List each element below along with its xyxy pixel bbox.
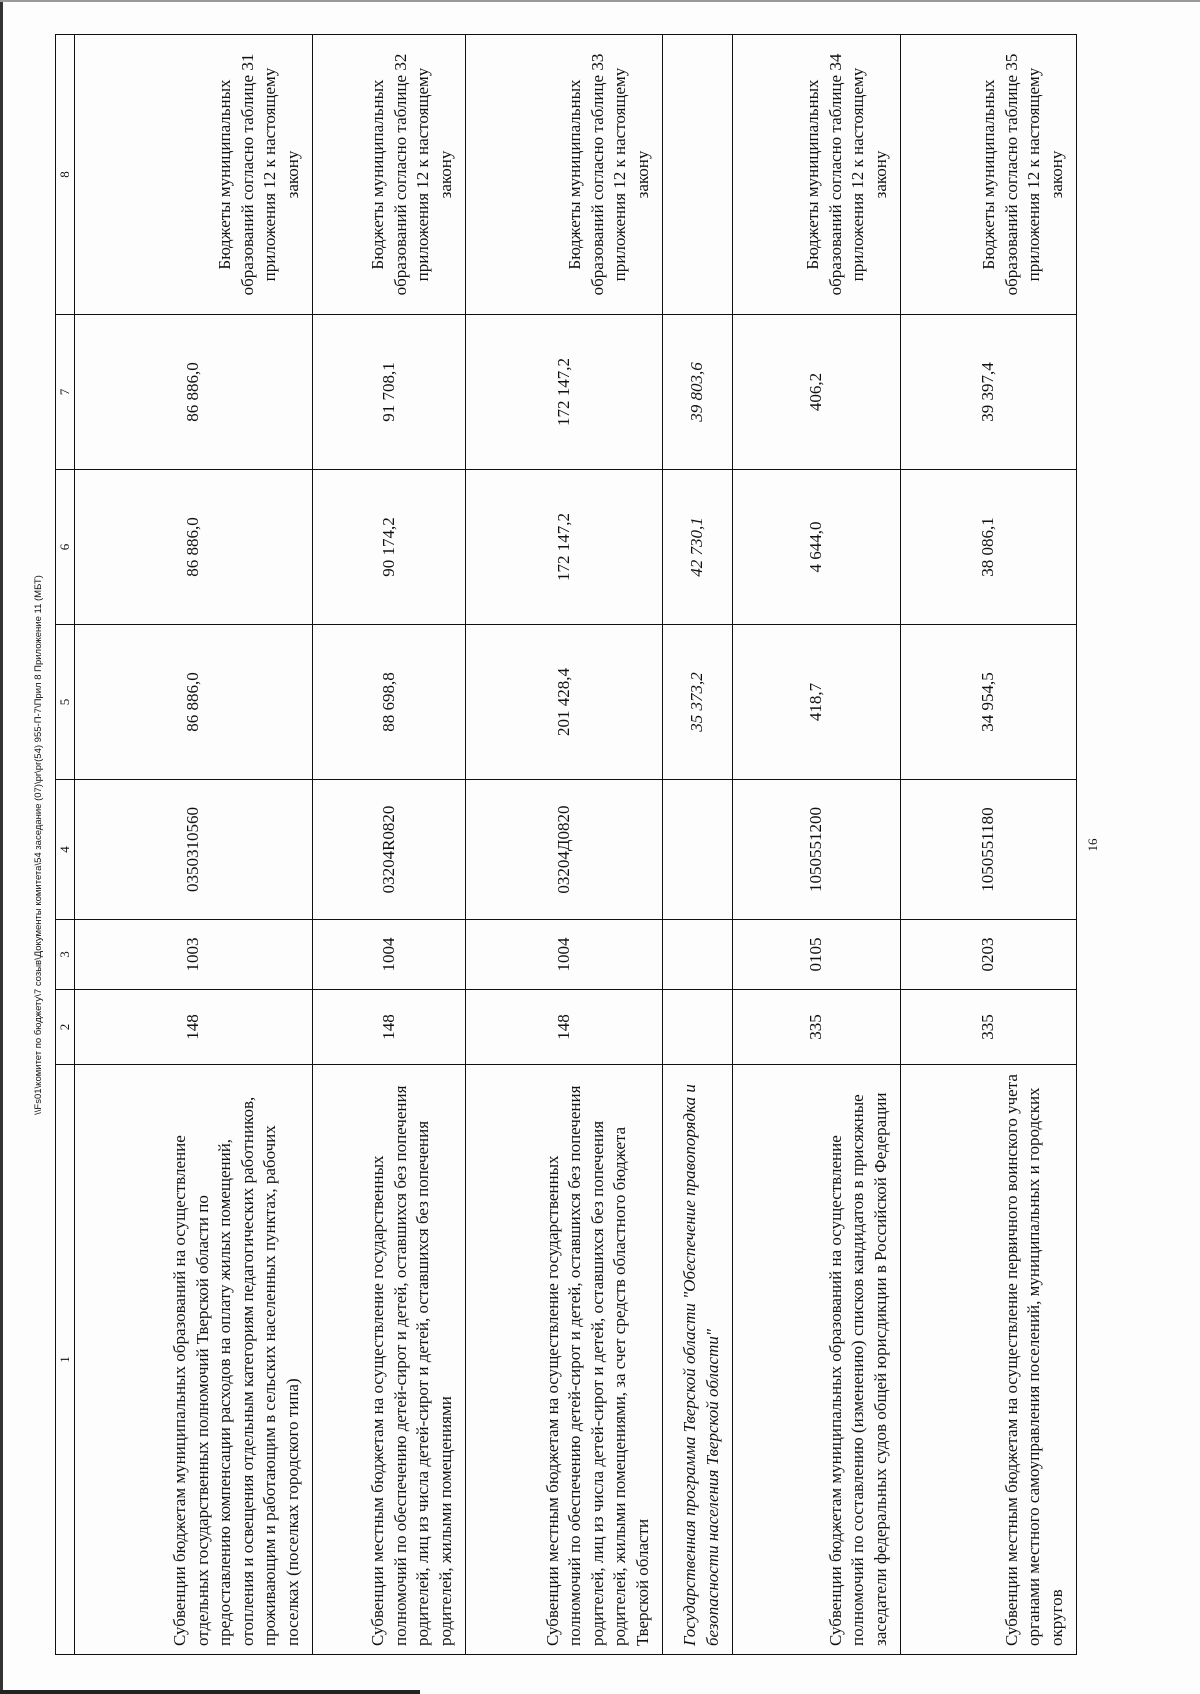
scan-edge	[0, 0, 1200, 2]
cell-target: 03204Д0820	[466, 780, 663, 920]
column-header: 5	[56, 625, 75, 780]
scan-edge	[0, 0, 3, 1694]
row-recipient: Бюджеты муниципальных образований согласно таблице 33 приложения 12 к настоящему закону	[466, 35, 663, 315]
row-name: Субвенции местным бюджетам на осуществление государственных полномочий по обеспечению детей-сирот и детей, оставшихся без попечения родителей, лиц из числа детей-сирот и детей, оставшихся без попечения родителей, жилыми помещениями, за счет средств областного бюджета Тверской области	[466, 1065, 663, 1655]
cell-value: 418,7	[733, 625, 901, 780]
cell-code: 335	[733, 990, 901, 1065]
cell-section: 0203	[901, 920, 1077, 990]
cell-value: 86 886,0	[75, 315, 313, 470]
cell-value: 39 803,6	[663, 315, 733, 470]
cell-code: 335	[901, 990, 1077, 1065]
cell-value: 406,2	[733, 315, 901, 470]
cell-value: 201 428,4	[466, 625, 663, 780]
cell-target: 03204R0820	[313, 780, 466, 920]
program-name: Государственная программа Тверской области "Обеспечение правопорядка и безопасности населения Тверской области"	[663, 1065, 733, 1655]
row-recipient	[663, 35, 733, 315]
scan-edge	[0, 1690, 420, 1694]
row-name: Субвенции местным бюджетам на осуществление первичного воинского учета органами местного самоуправления поселений, муниципальных и городских округов	[901, 1065, 1077, 1655]
cell-value: 4 644,0	[733, 470, 901, 625]
row-recipient: Бюджеты муниципальных образований согласно таблице 34 приложения 12 к настоящему закону	[733, 35, 901, 315]
rotated-page	[33, 35, 1115, 1655]
table-row	[75, 35, 313, 1655]
column-header: 7	[56, 315, 75, 470]
cell-section	[663, 920, 733, 990]
cell-value: 86 886,0	[75, 470, 313, 625]
footer-file-path: \\Fs01\комитет по бюджету\7 созыв\Документы комитета\54 заседание (07)\pr\pr(54) 955-П-7\Прил 8 Приложение 11 (МБТ)	[33, 575, 44, 1115]
row-recipient: Бюджеты муниципальных образований согласно таблице 31 приложения 12 к настоящему закону	[75, 35, 313, 315]
cell-value: 86 886,0	[75, 625, 313, 780]
row-recipient: Бюджеты муниципальных образований согласно таблице 35 приложения 12 к настоящему закону	[901, 35, 1077, 315]
table-row	[733, 35, 901, 1655]
cell-value: 88 698,8	[313, 625, 466, 780]
cell-code: 148	[75, 990, 313, 1065]
column-header: 2	[56, 990, 75, 1065]
cell-value: 42 730,1	[663, 470, 733, 625]
row-name: Субвенции местным бюджетам на осуществление государственных полномочий по обеспечению детей-сирот и детей, оставшихся без попечения родителей, лиц из числа детей-сирот и детей, оставшихся без попечения родителей, жилыми помещениями	[313, 1065, 466, 1655]
cell-value: 172 147,2	[466, 315, 663, 470]
cell-section: 1004	[466, 920, 663, 990]
column-header: 6	[56, 470, 75, 625]
column-header: 1	[56, 1065, 75, 1655]
page-number: 16	[1085, 838, 1100, 852]
cell-target: 0350310560	[75, 780, 313, 920]
column-header: 3	[56, 920, 75, 990]
cell-code	[663, 990, 733, 1065]
cell-code: 148	[313, 990, 466, 1065]
cell-value: 90 174,2	[313, 470, 466, 625]
row-name: Субвенции бюджетам муниципальных образований на осуществление отдельных государственных полномочий Тверской области по предоставлению компенсации расходов на оплату жилых помещений, отопления и освещения отдельным категориям педагогических работников, проживающим и работающим в сельских населенных пунктах, рабочих поселках (поселках городского типа)	[75, 1065, 313, 1655]
cell-target: 1050551180	[901, 780, 1077, 920]
cell-value: 172 147,2	[466, 470, 663, 625]
row-recipient: Бюджеты муниципальных образований согласно таблице 32 приложения 12 к настоящему закону	[313, 35, 466, 315]
column-header: 4	[56, 780, 75, 920]
cell-value: 35 373,2	[663, 625, 733, 780]
budget-table	[55, 34, 1077, 1655]
table-row	[313, 35, 466, 1655]
cell-section: 0105	[733, 920, 901, 990]
column-header: 8	[56, 35, 75, 315]
cell-target: 1050551200	[733, 780, 901, 920]
cell-value: 39 397,4	[901, 315, 1077, 470]
cell-value: 34 954,5	[901, 625, 1077, 780]
cell-section: 1003	[75, 920, 313, 990]
header-row	[56, 35, 75, 1655]
table-row	[466, 35, 663, 1655]
cell-target	[663, 780, 733, 920]
cell-value: 91 708,1	[313, 315, 466, 470]
table-row	[901, 35, 1077, 1655]
cell-code: 148	[466, 990, 663, 1065]
row-name: Субвенции бюджетам муниципальных образований на осуществление полномочий по составлению (изменению) списков кандидатов в присяжные заседатели федеральных судов общей юрисдикции в Российской Федерации	[733, 1065, 901, 1655]
cell-section: 1004	[313, 920, 466, 990]
cell-value: 38 086,1	[901, 470, 1077, 625]
program-row	[663, 35, 733, 1655]
